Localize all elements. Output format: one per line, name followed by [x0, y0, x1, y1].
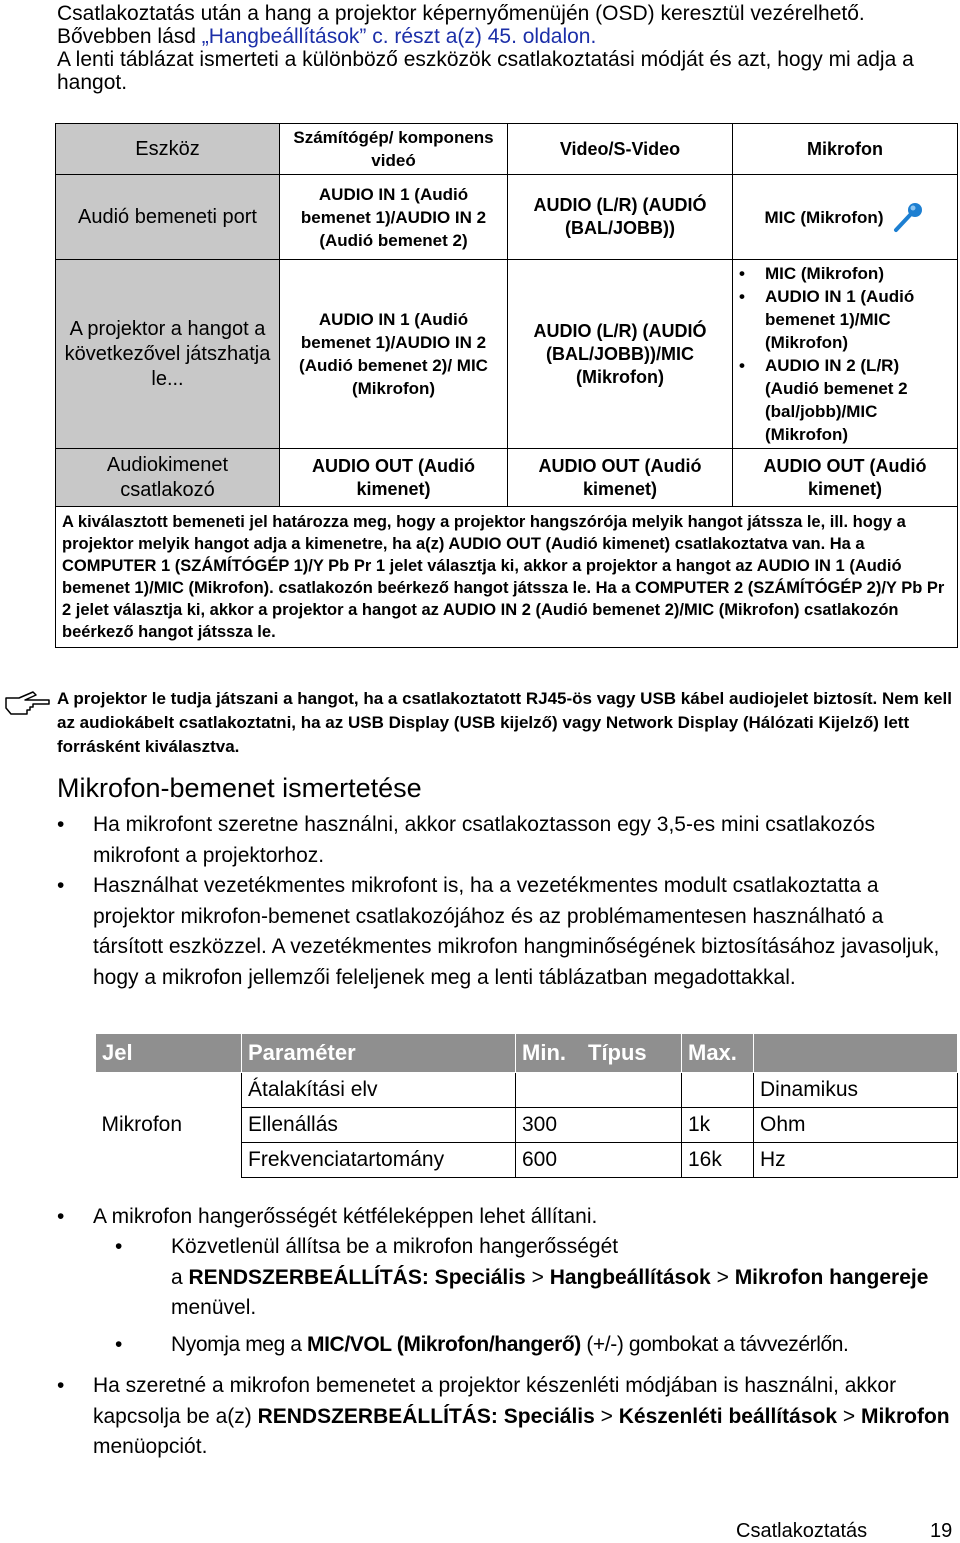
- spec-max: Hz: [754, 1143, 958, 1178]
- spec-param: Átalakítási elv: [242, 1073, 516, 1108]
- connection-table: [55, 123, 958, 648]
- bullet-mini-jack: • Ha mikrofont szeretne használni, akkor csatlakoztasson egy 3,5-es mini csatlakozós mikrofont a projektorhoz.: [57, 813, 876, 867]
- usb-network-note: A projektor le tudja játszani a hangot, ha a csatlakoztatott RJ45-ös vagy USB kábel audiojelet biztosít. Nem kell az audiokábelt csatlakoztatni, ha az USB Display (USB kijelző) vagy Network Display (Hálózati Kijelző) lett forrásként kiválasztva.: [57, 689, 952, 756]
- output-computer: AUDIO OUT (Audió kimenet): [280, 449, 508, 507]
- list-item: • AUDIO IN 2 (L/R) (Audió bemenet 2 (bal/jobb)/MIC (Mikrofon): [765, 354, 953, 446]
- input-video: AUDIO (L/R) (AUDIÓ (BAL/JOBB)): [508, 175, 733, 260]
- spec-min: 300: [516, 1108, 682, 1143]
- spec-typ: 16k: [682, 1143, 754, 1178]
- spec-header-parameter: Paraméter: [242, 1034, 516, 1073]
- row-label-input-port: Audió bemeneti port: [56, 175, 280, 260]
- spec-signal-label: Mikrofon: [101, 1113, 183, 1137]
- sub-bullet-remote: • Nyomja meg a MIC/VOL (Mikrofon/hangerő) (+/-) gombokat a távvezérlőn.: [115, 1333, 849, 1356]
- output-video: AUDIO OUT (Audió kimenet): [508, 449, 733, 507]
- spec-min: 600: [516, 1143, 682, 1178]
- spec-max: Dinamikus: [754, 1073, 958, 1108]
- plays-mic: [733, 260, 958, 449]
- plays-video: AUDIO (L/R) (AUDIÓ (BAL/JOBB))/MIC (Mikrofon): [508, 260, 733, 449]
- row-label-device: Eszköz: [56, 124, 280, 175]
- bullet-standby: • Ha szeretné a mikrofon bemenetet a projektor készenléti módjában is használni, akkor kapcsolja be a(z) RENDSZERBEÁLLÍTÁS: Speciális > Készenléti beállítások > Mikrofon menüopciót.: [57, 1374, 950, 1458]
- intro-text-1: Csatlakoztatás után a hang a projektor képernyőmenüjén (OSD) keresztül vezérelhető. Bővebben lásd: [57, 2, 865, 48]
- plays-computer: AUDIO IN 1 (Audió bemenet 1)/AUDIO IN 2 (Audió bemenet 2)/ MIC (Mikrofon): [280, 260, 508, 449]
- page-number: 19: [930, 1520, 953, 1542]
- input-computer: AUDIO IN 1 (Audió bemenet 1)/AUDIO IN 2 (Audió bemenet 2): [280, 175, 508, 260]
- spec-min: [516, 1073, 682, 1108]
- sub-bullet-osd-volume: • Közvetlenül állítsa be a mikrofon hangerősségét a RENDSZERBEÁLLÍTÁS: Speciális > Hangbeállítások > Mikrofon hangereje menüvel.: [115, 1235, 929, 1319]
- plays-mic-list: [737, 262, 953, 446]
- menu-path-mic-volume: Mikrofon hangereje: [734, 1265, 929, 1289]
- header-mic: Mikrofon: [733, 124, 958, 175]
- output-mic: AUDIO OUT (Audió kimenet): [733, 449, 958, 507]
- header-computer: Számítógép/ komponens videó: [280, 124, 508, 175]
- menu-path-standby: Készenléti beállítások: [618, 1404, 838, 1428]
- row-label-plays: A projektor a hangot a következővel játszhatja le...: [56, 260, 280, 449]
- spec-header-blank: [754, 1034, 958, 1073]
- list-item: • MIC (Mikrofon): [765, 262, 953, 285]
- row-label-output: Audiokimenet csatlakozó: [56, 449, 280, 507]
- spec-header-min: Min. Típus: [516, 1034, 682, 1073]
- header-video: Video/S-Video: [508, 124, 733, 175]
- spec-param: Ellenállás: [242, 1108, 516, 1143]
- intro-text-2: A lenti táblázat ismerteti a különböző eszközök csatlakoztatási módját és azt, hogy mi adja a hangot.: [57, 48, 914, 94]
- spec-header-type: Típus: [588, 1040, 647, 1065]
- spec-typ: [682, 1073, 754, 1108]
- intro-paragraph: [57, 2, 957, 94]
- spec-param: Frekvenciatartomány: [242, 1143, 516, 1178]
- spec-header-max: Max.: [682, 1034, 754, 1073]
- mic-vol-button-label: MIC/VOL (Mikrofon/hangerő): [307, 1333, 581, 1356]
- input-mic-text: MIC (Mikrofon): [764, 207, 884, 227]
- menu-path-audio: Hangbeállítások: [549, 1265, 711, 1289]
- section-title: Mikrofon-bemenet ismertetése: [57, 773, 422, 803]
- bullet-volume-ways: • A mikrofon hangerősségét kétféleképpen lehet állítani.: [57, 1205, 598, 1228]
- menu-path-system: RENDSZERBEÁLLÍTÁS: Speciális: [188, 1265, 526, 1289]
- hangbeallitasok-link[interactable]: „Hangbeállítások” c. részt a(z) 45. oldalon.: [201, 25, 597, 48]
- spec-max: Ohm: [754, 1108, 958, 1143]
- table-note: A kiválasztott bemeneti jel határozza meg, hogy a projektor hangszórója melyik hangot játssza le, ill. hogy a projektor melyik hangot adja a kimenetre, ha a(z) AUDIO OUT (Audió kimenet) csatlakoztatva van. Ha a COMPUTER 1 (SZÁMÍTÓGÉP 1)/Y Pb Pr 1 jelet választja ki, akkor a projektor a hangot az AUDIO IN 1 (Audió bemenet 1)/MIC (Mikrofon). csatlakozón beérkező hangot játssza le. Ha a COMPUTER 2 (SZÁMÍTÓGÉP 2)/Y Pb Pr 2 jelet választja ki, akkor a projektor a hangot az AUDIO IN 2 (Audió bemenet 2)/MIC (Mikrofon) csatlakozón beérkező hangot játssza le.: [56, 507, 958, 648]
- spec-header-signal: Jel: [96, 1034, 242, 1073]
- footer-section: Csatlakoztatás: [736, 1520, 868, 1542]
- menu-path-system-2: RENDSZERBEÁLLÍTÁS: Speciális: [257, 1404, 595, 1428]
- mic-spec-table: [95, 1033, 958, 1178]
- input-mic: [733, 175, 958, 260]
- bullet-wireless: • Használhat vezetékmentes mikrofont is, ha a vezetékmentes modult csatlakoztatta a projektor mikrofon-bemenet csatlakozójához és az problémamentesen használható a társított eszközzel. A vezetékmentes mikrofon hangminőségének biztosításához javasoljuk, hogy a mikrofon jellemzői feleljenek meg a lenti táblázatban megadottakkal.: [57, 874, 940, 989]
- microphone-icon: [891, 200, 925, 234]
- pointing-hand-icon: [3, 688, 53, 718]
- list-item: • AUDIO IN 1 (Audió bemenet 1)/MIC (Mikrofon): [765, 285, 953, 354]
- menu-path-mic: Mikrofon: [860, 1404, 950, 1428]
- spec-typ: 1k: [682, 1108, 754, 1143]
